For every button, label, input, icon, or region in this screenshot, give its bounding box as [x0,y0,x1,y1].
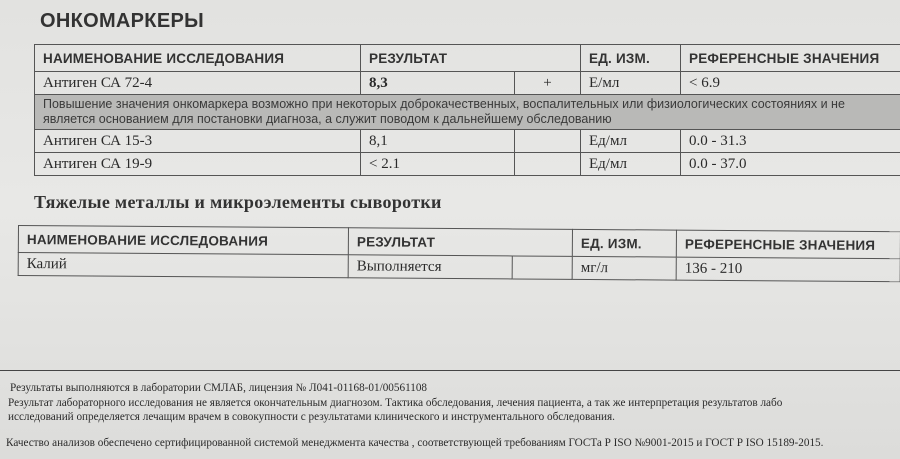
header-name: НАИМЕНОВАНИЕ ИССЛЕДОВАНИЯ [35,45,361,72]
result-flag [515,130,581,153]
table-header-row [35,45,900,72]
footer-disclaimer-line2: исследований определяется лечащим врачем в совокупности с результатами клинического и инструментального обследования. [8,411,615,423]
test-unit: Ед/мл [581,153,681,176]
header-unit: ЕД. ИЗМ. [581,45,681,72]
header-result: РЕЗУЛЬТАТ [361,45,581,72]
header-result: РЕЗУЛЬТАТ [348,228,572,257]
test-reference: < 6.9 [681,72,900,95]
test-unit: Е/мл [581,72,681,95]
result-flag [512,256,572,279]
header-unit: ЕД. ИЗМ. [572,229,676,257]
test-result: 8,1 [361,130,515,153]
heavy-metals-table [18,225,900,282]
table-row [35,72,900,95]
table-row [35,153,900,176]
section-title-heavy-metals: Тяжелые металлы и микроэлементы сыворотки [34,192,442,212]
test-result: < 2.1 [361,153,515,176]
test-name: Антиген СА 15-3 [35,130,361,153]
footer-quality-statement: Качество анализов обеспечено сертифицированной системой менеджмента качества , соответствующей требованиям ГОСТа Р ISO №9001-2015 и ГОСТ Р ISO 15189-2015. [6,437,824,449]
test-reference: 136 - 210 [676,257,900,282]
test-name: Антиген СА 19-9 [35,153,361,176]
test-unit: мг/л [572,256,676,280]
header-reference: РЕФЕРЕНСНЫЕ ЗНАЧЕНИЯ [676,230,900,259]
footer-divider [0,370,900,371]
test-name: Антиген СА 72-4 [35,72,361,95]
test-name: Калий [18,253,348,278]
test-reference: 0.0 - 31.3 [681,130,900,153]
header-reference: РЕФЕРЕНСНЫЕ ЗНАЧЕНИЯ [681,45,900,72]
table-row [35,130,900,153]
result-flag [515,153,581,176]
footer-lab-license: Результаты выполняются в лаборатории СМЛАБ, лицензия № Л041-01168-01/00561108 [10,382,428,394]
result-flag: + [515,72,581,95]
oncomarkers-table [34,44,900,176]
test-result: Выполняется [348,255,512,279]
test-result: 8,3 [361,72,515,95]
note-row [35,95,900,130]
oncomarker-note: Повышение значения онкомаркера возможно при некоторых доброкачественных, воспалительных или физиологических состояниях и не является основанием для постановки диагноза, а служит поводом к дальнейшему обследованию [35,95,900,130]
header-name: НАИМЕНОВАНИЕ ИССЛЕДОВАНИЯ [18,226,348,255]
table-row [18,253,900,282]
footer-disclaimer-line1: Результат лабораторного исследования не является окончательным диагнозом. Тактика обследования, лечения пациента, а так же интерпретация результатов лабо [8,397,783,409]
section-title-oncomarkers: ОНКОМАРКЕРЫ [40,10,204,32]
test-reference: 0.0 - 37.0 [681,153,900,176]
test-unit: Ед/мл [581,130,681,153]
